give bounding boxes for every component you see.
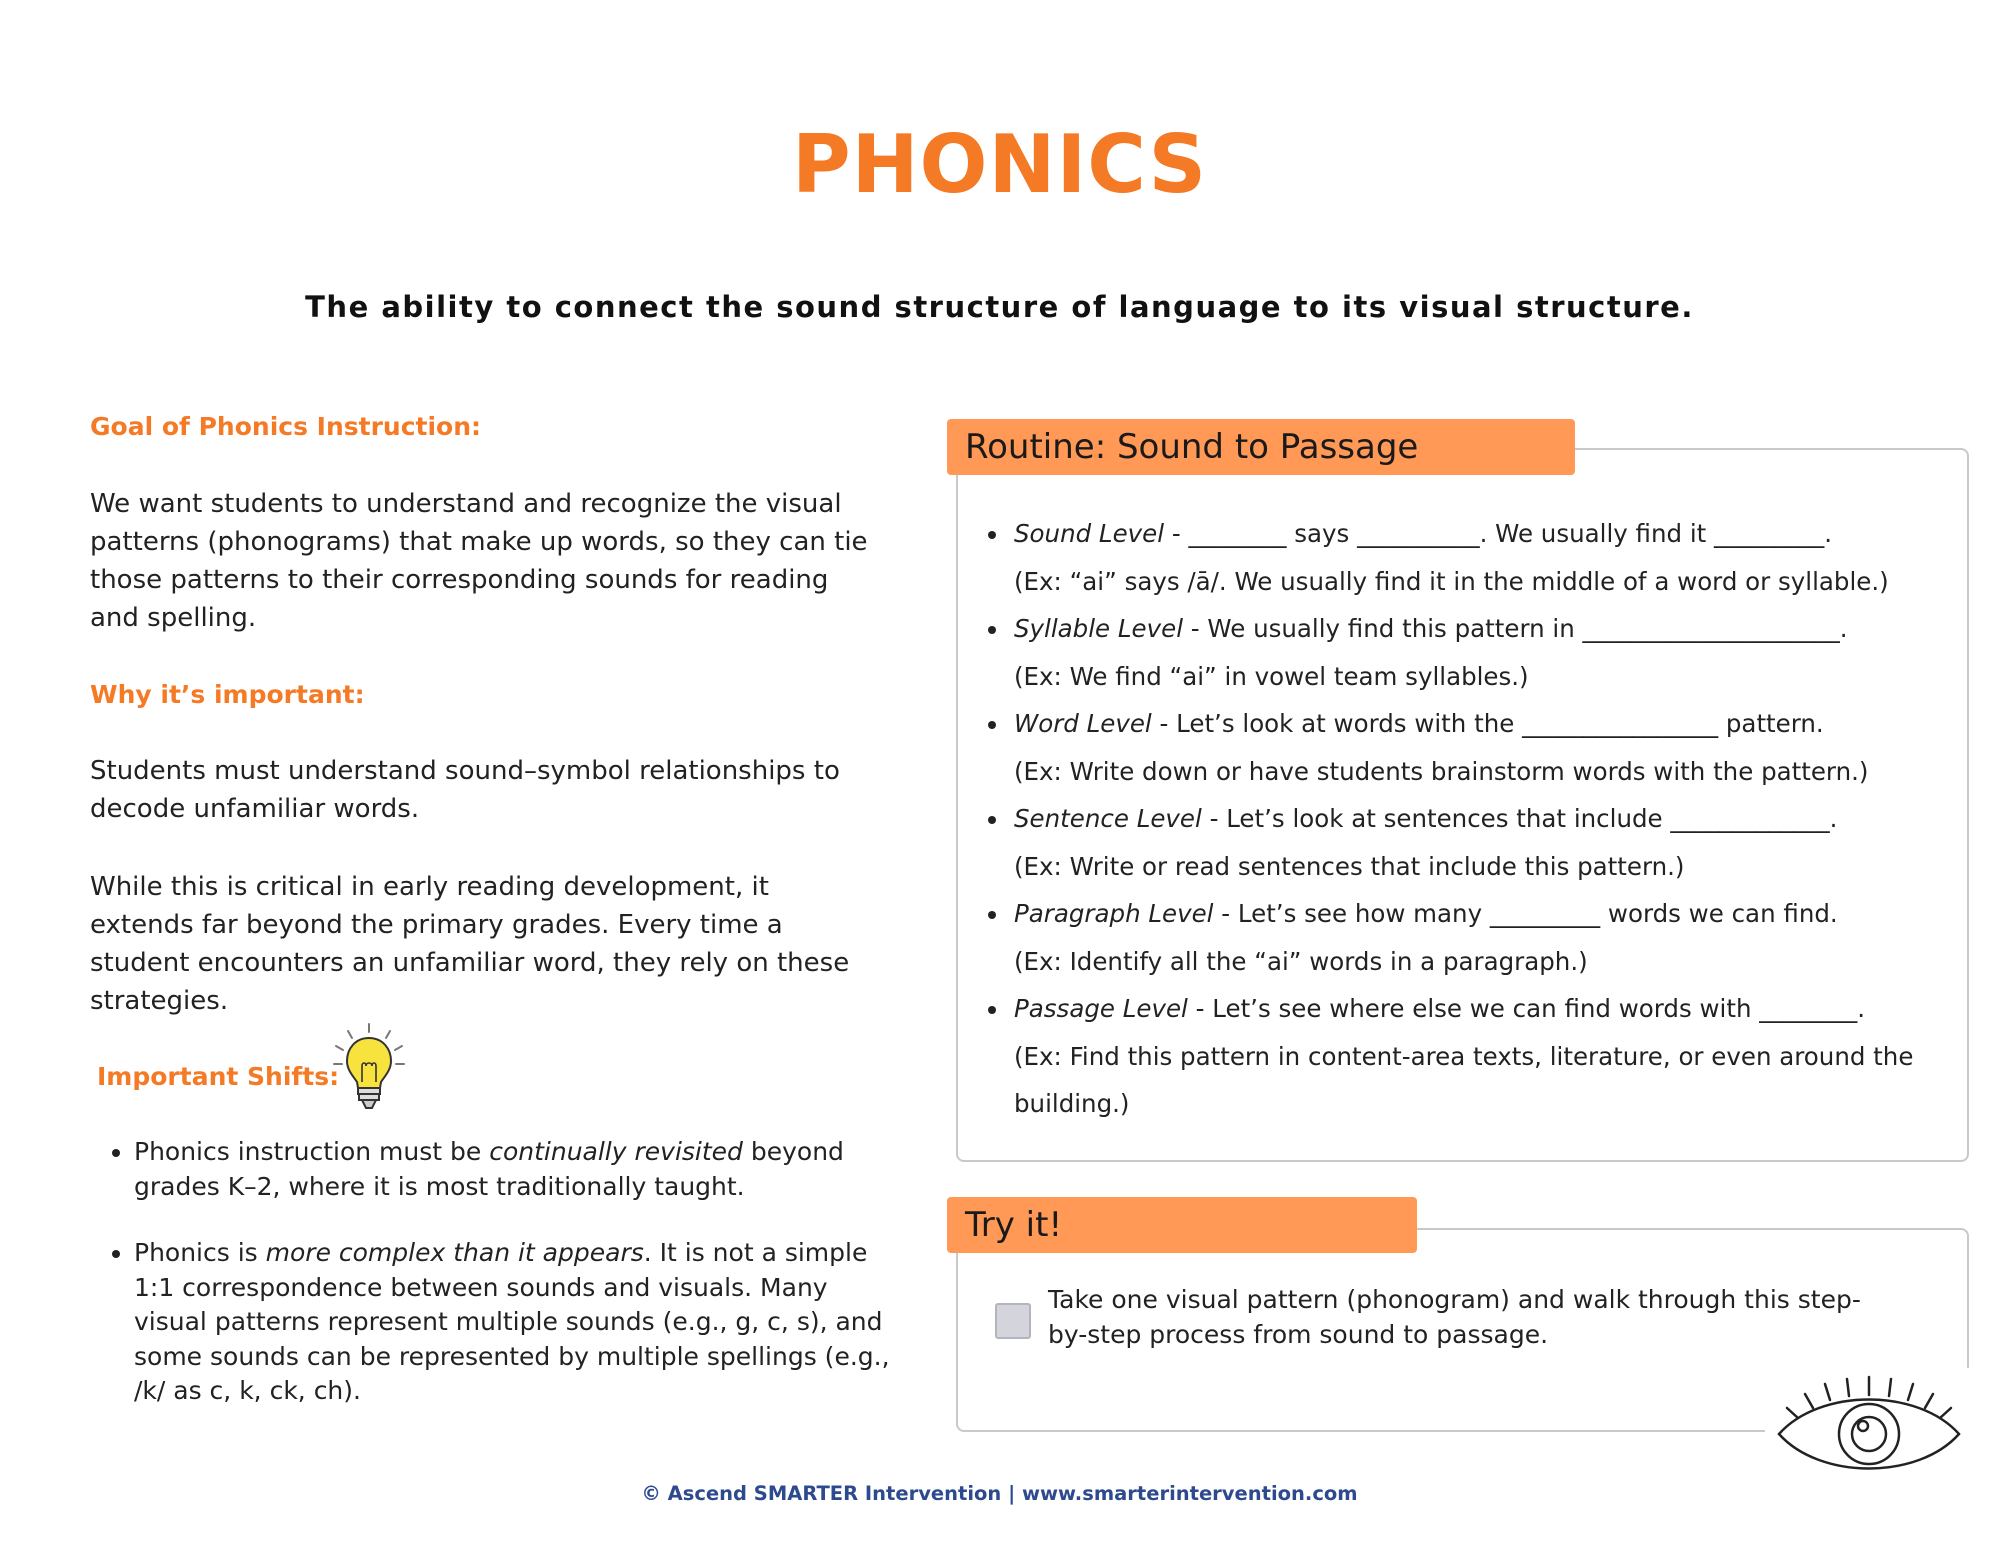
eye-icon — [1765, 1368, 1975, 1480]
why-text-2: While this is critical in early reading development, it extends far beyond the primary grades. Every time a student encounters an unfamiliar word, they rely on these strategies. — [90, 872, 850, 1016]
shift-item: • Phonics is more complex than it appears. It is not a simple 1:1 correspondence between sounds and visuals. Many visual patterns represent multiple sounds (e.g., g, c, s), and some sounds can be represented by multiple spellings (e.g., /k/ as c, k, ck, ch). — [134, 1236, 894, 1409]
why-heading: Why it’s important: — [90, 680, 365, 709]
shifts-heading: Important Shifts: — [97, 1062, 340, 1091]
try-it-text: Take one visual pattern (phonogram) and walk through this step-by-step process from sound to passage. — [1048, 1285, 1861, 1349]
footer: © Ascend SMARTER Intervention | www.smarterintervention.com — [641, 1482, 1358, 1505]
routine-item-word: • Word Level - Let’s look at words with the ________________ pattern. (Ex: Write down or have students brainstorm words with the pattern.) — [1010, 700, 1950, 795]
routine-item-passage: • Passage Level - Let’s see where else we can find words with ________. (Ex: Find this pattern in content-area texts, literature, or even around the building.) — [1010, 985, 1950, 1128]
routine-item-syllable: • Syllable Level - We usually find this pattern in _____________________. (Ex: We find “ai” in vowel team syllables.) — [1010, 605, 1950, 700]
lightbulb-icon — [332, 1022, 406, 1114]
shifts-list — [100, 1135, 894, 1441]
try-it-checkbox[interactable] — [995, 1303, 1031, 1339]
routine-title: Routine: Sound to Passage — [947, 419, 1575, 475]
page-title: PHONICS — [791, 118, 1208, 211]
shift-item: • Phonics instruction must be continually revisited beyond grades K–2, where it is most traditionally taught. — [134, 1135, 894, 1204]
routine-item-sentence: • Sentence Level - Let’s look at sentences that include _____________. (Ex: Write or read sentences that include this pattern.) — [1010, 795, 1950, 890]
page-subtitle: The ability to connect the sound structure of language to its visual structure. — [305, 290, 1694, 324]
try-it-title: Try it! — [947, 1197, 1417, 1253]
routine-list — [980, 510, 1950, 1128]
goal-text: We want students to understand and recognize the visual patterns (phonograms) that make up words, so they can tie those patterns to their corresponding sounds for reading and spelling. — [90, 489, 868, 633]
why-text-1: Students must understand sound–symbol relationships to decode unfamiliar words. — [90, 756, 840, 824]
goal-heading: Goal of Phonics Instruction: — [90, 412, 482, 441]
routine-item-paragraph: • Paragraph Level - Let’s see how many _________ words we can find. (Ex: Identify all the “ai” words in a paragraph.) — [1010, 890, 1950, 985]
routine-item-sound: • Sound Level - ________ says __________. We usually find it _________. (Ex: “ai” says /ā/. We usually find it in the middle of a word or syllable.) — [1010, 510, 1950, 605]
